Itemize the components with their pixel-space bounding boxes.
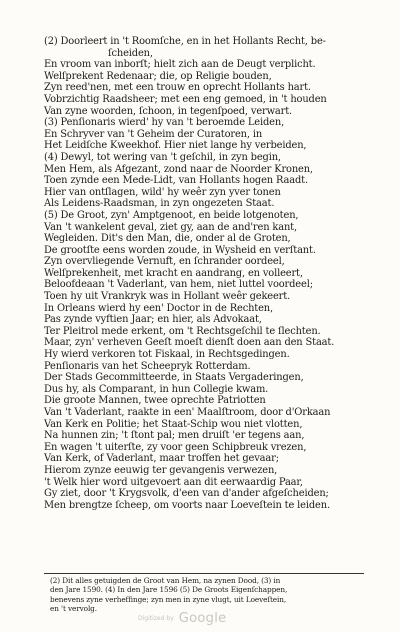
poem-line: Pas zynde vyftien Jaar; en hier, als Advokaat,: [44, 314, 262, 326]
poem-line: Ter Pleitrol mede erkent, om 't Rechtsgeſchil te ſlechten.: [44, 325, 321, 337]
poem-line: Men brengtze ſcheep, om voorts naar Loeveſtein te leiden.: [44, 499, 330, 511]
poem-line: Van zyne woorden, ſchoon, in tegenſpoed, verwart.: [44, 105, 292, 117]
poem-line: En wagen 't uiterſte, zy voor geen Schipbreuk vrezen,: [44, 441, 307, 453]
poem-line: Wegleiden. Dit's den Man, die, onder al de Groten,: [44, 233, 291, 245]
poem-line: 't Welk hier word uitgevoert aan dit eerwaardig Paar,: [44, 476, 303, 488]
poem-line: Van 't wankelent geval, ziet gy, aan de and'ren kant,: [44, 221, 297, 233]
poem-line: Dus hy, als Comparant, in hun Collegie kwam.: [44, 383, 269, 395]
poem-line: Als Leidens-Raadsman, in zyn ongezeten Staat.: [44, 198, 275, 210]
poem-line: Toen hy uit Vrankryk was in Hollant weêr gekeert.: [44, 291, 291, 303]
poem-line: Welſprekent Redenaar; die, op Religie bouden,: [44, 70, 272, 82]
poem-line: Die groote Mannen, twee oprechte Patriotten: [44, 395, 266, 407]
footnote-line: benevens zyne verheffinge; zyn men in zyne vlugt, uit Loeveſtein,: [50, 594, 287, 604]
poem-line: Men Hem, als Afgezant, zond naar de Noorder Kronen,: [44, 163, 313, 175]
digitized-watermark: [138, 608, 226, 627]
footnote-line: den Jare 1590. (4) In den Jare 1596 (5) De Groots Eigenſchappen,: [50, 585, 288, 595]
poem-line: (4) Dewyl, tot wering van 't geſchil, in zyn begin,: [44, 151, 281, 163]
poem-line: Van Kerk, of Vaderlant, maar troffen het gevaar;: [44, 453, 279, 465]
poem-line: Zyn overvliegende Vernuft, en ſchrander oordeel,: [44, 256, 285, 268]
poem-line: (3) Penſionaris wierd' hy van 't beroemde Leiden,: [44, 117, 285, 129]
poem-line: Van Kerk en Politie; het Staat-Schip wou niet vlotten,: [44, 418, 303, 430]
poem-line: Der Stads Gecommitteerde, in Staats Vergaderingen,: [44, 372, 304, 384]
poem-line: In Orleans wierd hy een' Doctor in de Rechten,: [44, 302, 273, 314]
footnote-divider: [44, 573, 364, 574]
poem-line: En Schryver van 't Geheim der Curatoren, in: [44, 128, 263, 140]
watermark-prefix: Digitized by: [138, 615, 174, 622]
poem-line: Toen zynde een Mede-Lidt, van Hollants hogen Raadt.: [44, 175, 308, 187]
poem-line: Hier van ontſlagen, wild' hy weêr zyn yver tonen: [44, 186, 281, 198]
poem-line: En vroom van inborſt; hielt zich aan de Deugt verplicht.: [44, 59, 316, 71]
poem-line: Zyn reed'nen, met een trouw en oprecht Hollants hart.: [44, 82, 311, 94]
poem-line: Maar, zyn' verheven Geeſt moeſt dienſt doen aan den Staat.: [44, 337, 335, 349]
poem-line: Gy ziet, door 't Krygsvolk, d'een van d'ander afgeſcheiden;: [44, 488, 329, 500]
poem-line: Vobrzichtig Raadsheer; met een eng gemoed, in 't houden: [44, 93, 327, 105]
poem-line: Na hunnen zin; 't ſtont pal; men druiſt 'er tegens aan,: [44, 430, 305, 442]
poem-line: Het Leidſche Kweekhof. Hier niet lange hy verbeiden,: [44, 140, 307, 152]
poem-line: Hierom zynze eeuwig ter gevangenis verwezen,: [44, 464, 278, 476]
poem-body: [44, 36, 366, 511]
poem-line: (2) Doorleert in 't Roomſche, en in het Hollants Recht, be-: [44, 36, 326, 47]
poem-line: (5) De Groot, zyn' Amptgenoot, en beide lotgenoten,: [44, 209, 299, 221]
poem-line: De grootſte eens worden zoude, in Wysheid en verſtant.: [44, 244, 316, 256]
poem-line: Hy wierd verkoren tot Fiskaal, in Rechtsgedingen.: [44, 349, 290, 361]
google-logo: Google: [178, 611, 227, 626]
footnote-line: (2) Dit alles getuigden de Groot van Hem, na zynen Dood, (3) in: [50, 576, 281, 585]
poem-line: Van 't Vaderlant, raakte in een' Maalſtroom, door d'Orkaan: [44, 407, 331, 418]
footnote-line: en 't vervolg.: [50, 604, 97, 614]
poem-line: ſcheiden,: [108, 47, 153, 59]
poem-line: Penſionaris van het Scheepryk Rotterdam.: [44, 360, 251, 372]
poem-line: Beloofdeaan 't Vaderlant, van hem, niet luttel voordeel;: [44, 279, 313, 291]
poem-line: Welſprekenheit, met kracht en aandrang, en volleert,: [44, 267, 303, 279]
